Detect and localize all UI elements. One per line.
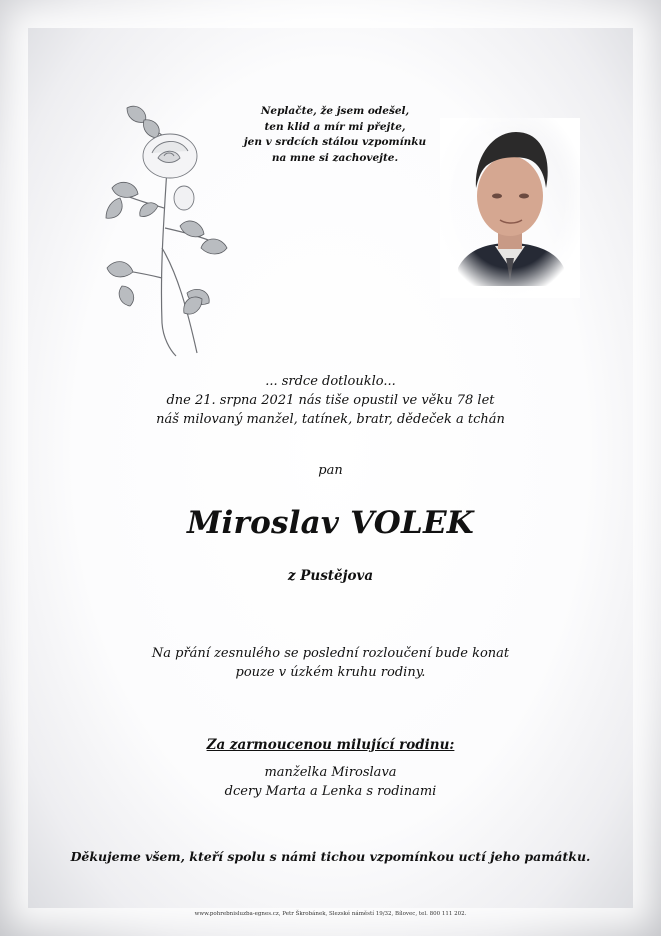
poem-line: Neplačte, že jsem odešel, — [260, 105, 410, 117]
poem-line: jen v srdcích stálou vzpomínku — [243, 136, 427, 148]
poem-line: na mne si zachovejte. — [271, 151, 399, 164]
portrait-photo — [440, 118, 580, 298]
wish-line: pouze v úzkém kruhu rodiny. — [235, 665, 426, 680]
poem-line: ten klid a mír mi přejte, — [264, 120, 406, 133]
wish-line: Na přání zesnulého se poslední rozloučení bude konat — [151, 646, 510, 661]
family-member: dcery Marta a Lenka s rodinami — [224, 784, 437, 799]
funeral-service-footer: www.pohrebnisluzba-egnes.cz, Petr Škrobánek, Slezské náměstí 19/32, Bílovec, tel. 800 111 202. — [194, 911, 467, 917]
funeral-wish — [0, 644, 661, 682]
announcement-line: náš milovaný manžel, tatínek, bratr, dědeček a tchán — [156, 412, 505, 427]
deceased-name: Miroslav VOLEK — [187, 505, 474, 541]
announcement-text — [0, 372, 661, 429]
announcement-line: ... srdce dotlouklo... — [265, 374, 396, 389]
rose-flower — [143, 134, 197, 210]
origin-text: z Pustějova — [287, 568, 374, 584]
family-member: manželka Miroslava — [264, 765, 397, 780]
thanks-text: Děkujeme všem, kteří spolu s námi tichou vzpomínkou uctí jeho památku. — [70, 849, 591, 864]
rose-illustration — [92, 98, 242, 363]
title-prefix: pan — [318, 463, 343, 478]
family-list — [0, 763, 661, 801]
announcement-line: dne 21. srpna 2021 nás tiše opustil ve věku 78 let — [166, 393, 495, 408]
family-heading: Za zarmoucenou milující rodinu: — [206, 737, 455, 753]
memorial-poem — [230, 104, 440, 166]
